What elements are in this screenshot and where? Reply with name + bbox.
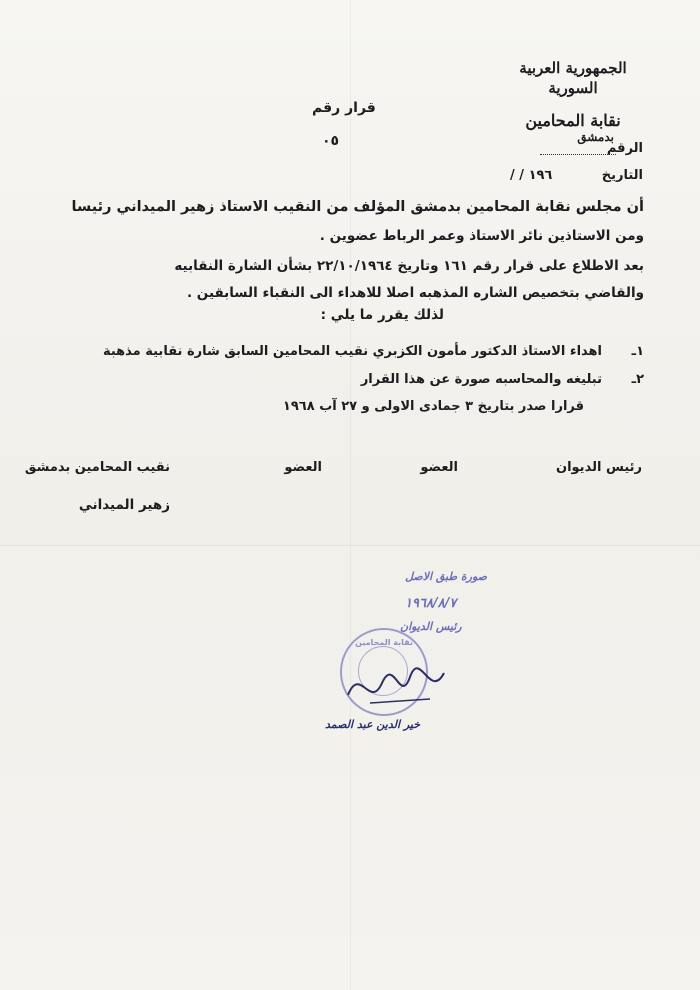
decision-number: ٠٥ [322,133,340,149]
stamp-text: نقابة المحامين [355,638,413,647]
letterhead-bar-association: نقابة المحامين [525,111,621,130]
date-field-value: / / ١٩٦ [510,168,553,183]
letterhead-republic: الجمهورية العربية السورية [519,59,627,97]
decision-item [44,337,644,365]
body-paragraph-resolves: لذلك يقرر ما يلي : [320,307,444,323]
letterhead [498,58,648,144]
decision-item [44,365,644,393]
signature-divan-head: رئيس الديوان [555,460,642,475]
paper-fold-horizontal [0,545,700,546]
item-number: ٢ـ [631,371,644,387]
body-paragraph-reference: بعد الاطلاع على قرار رقم ١٦١ وتاريخ ٢٢/١٠/١٩٦٤ بشأن الشارة النقابيه [174,258,644,274]
handwritten-signature [340,655,450,715]
signature-row [0,460,700,484]
signature-member-1: العضو [420,460,458,475]
item-text: تبليغه والمحاسبه صورة عن هذا القرار [360,371,602,387]
item-number: ١ـ [631,343,644,359]
date-field-label: التاريخ [601,168,643,183]
body-paragraph-council: أن مجلس نقابة المحامين بدمشق المؤلف من النقيب الاستاذ زهير الميداني رئيسا [71,199,644,215]
decision-body [44,192,644,325]
signature-president-title: نقيب المحامين بدمشق [24,460,170,475]
number-field-label: الرقم [606,141,643,156]
issued-date-line: قرارا صدر بتاريخ ٣ جمادى الاولى و ٢٧ آب ١٩٦٨ [282,399,584,414]
signature-member-2: العضو [284,460,322,475]
decision-title: قرار رقم [312,100,376,116]
letterhead-city: بدمشق [577,130,614,144]
handwritten-signer-name: خير الدين عبد الصمد [325,718,421,731]
handwritten-true-copy: صورة طبق الاصل [405,570,488,583]
body-paragraph-members: ومن الاستاذين نائر الاستاذ وعمر الرباط عضوين . [319,228,644,244]
paper-fold-vertical [350,0,351,990]
handwritten-date: ١٩٦٨/٨/٧ [405,596,457,611]
number-field-dotted-line [540,154,616,155]
president-name: زهير الميداني [78,497,170,513]
body-paragraph-badge: والقاضي بتخصيص الشاره المذهبه اصلا للاهداء الى النقباء السابقين . [186,285,644,301]
decision-items [44,337,644,421]
handwritten-divan-head: رئيس الديوان [400,620,462,633]
item-text: اهداء الاستاذ الدكتور مأمون الكزبري نقيب المحامين السابق شارة نقابية مذهبة [102,343,602,359]
